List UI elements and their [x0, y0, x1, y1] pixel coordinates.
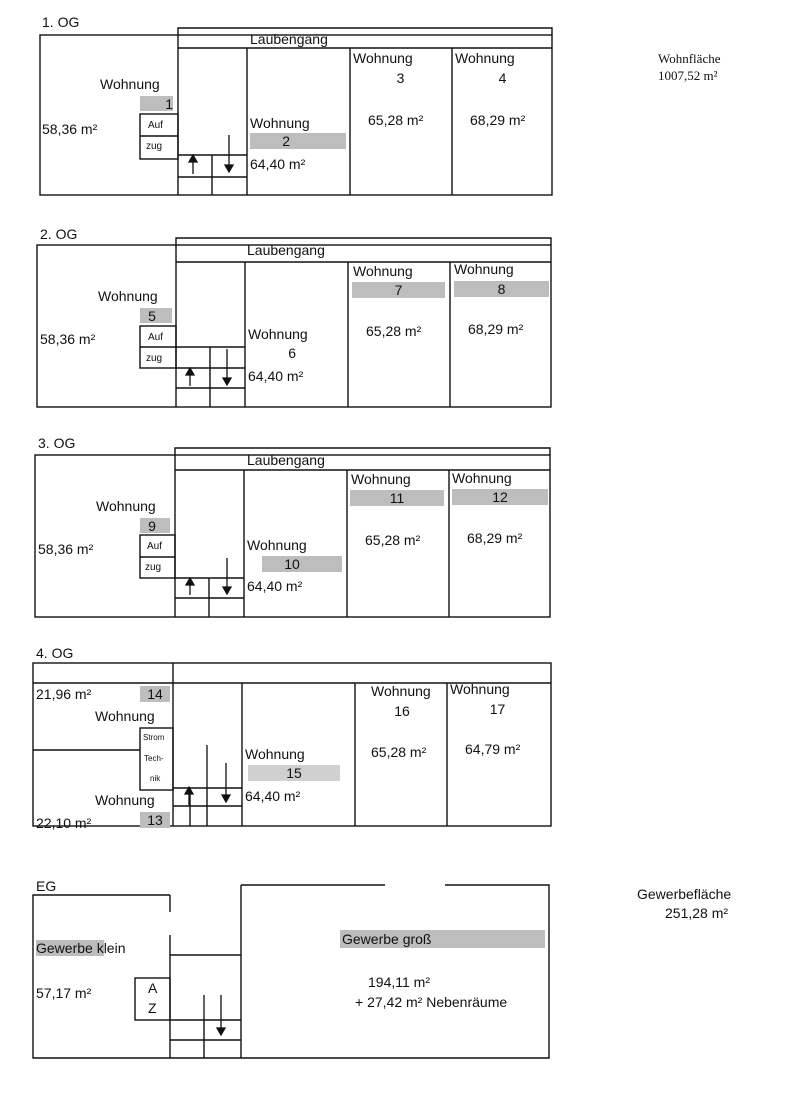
unit-label: Wohnung: [351, 471, 411, 487]
unit-label: Wohnung: [247, 537, 307, 553]
unit-area: 64,40 m²: [250, 156, 306, 172]
unit-area: 22,10 m²: [36, 815, 92, 831]
wohnflaeche-label: Wohnfläche: [658, 51, 721, 66]
lift-label-top: A: [148, 980, 158, 996]
unit-label: Gewerbe groß: [342, 931, 432, 947]
unit-area: 57,17 m²: [36, 985, 92, 1001]
floor-title: 1. OG: [42, 14, 80, 30]
unit-label: Wohnung: [454, 261, 514, 277]
unit-number: 10: [284, 556, 300, 572]
corridor-label: Laubengang: [247, 452, 325, 468]
lift-label-bottom: zug: [146, 141, 163, 152]
lift-label-bottom: zug: [145, 562, 162, 573]
eg-walls: [33, 885, 549, 1058]
unit-label: Wohnung: [371, 683, 431, 699]
unit-number: 9: [148, 518, 156, 534]
unit-label: Wohnung: [245, 746, 305, 762]
unit-number: 3: [396, 70, 405, 86]
unit-label: Wohnung: [353, 263, 413, 279]
unit-number: 1: [165, 96, 173, 112]
unit-number: 4: [498, 70, 507, 86]
eg-stair-arrows: [204, 995, 225, 1035]
unit-area: 64,40 m²: [247, 578, 303, 594]
gewerbeflaeche-value: 251,28 m²: [665, 905, 729, 921]
unit-label: Wohnung: [250, 115, 310, 131]
floor-title: 4. OG: [36, 645, 74, 661]
unit-area-extra: + 27,42 m² Nebenräume: [355, 994, 508, 1010]
unit-number: 15: [286, 765, 302, 781]
floor-title: 2. OG: [40, 226, 78, 242]
unit-label: Wohnung: [455, 50, 515, 66]
gewerbeflaeche-label: Gewerbefläche: [637, 886, 732, 902]
unit-label: Wohnung: [248, 326, 308, 342]
unit-number: 2: [282, 133, 290, 149]
unit-area: 58,36 m²: [42, 121, 98, 137]
unit-number: 12: [492, 489, 508, 505]
unit-area: 68,29 m²: [468, 321, 524, 337]
unit-label: Wohnung: [98, 288, 158, 304]
floor-title: 3. OG: [38, 435, 76, 451]
unit-area: 21,96 m²: [36, 686, 92, 702]
unit-area: 58,36 m²: [38, 541, 94, 557]
tech-label-1: Strom: [143, 733, 165, 742]
unit-number: 5: [148, 308, 156, 324]
corridor-label: Laubengang: [250, 31, 328, 47]
unit-area: 64,40 m²: [245, 788, 301, 804]
lift-label-top: Auf: [148, 120, 164, 131]
lift-label-top: Auf: [148, 332, 164, 343]
lift-label-top: Auf: [147, 541, 163, 552]
unit-label: Wohnung: [100, 76, 160, 92]
unit-area: 68,29 m²: [467, 530, 523, 546]
unit-number: 7: [394, 282, 403, 298]
unit-label: Wohnung: [96, 498, 156, 514]
unit-area: 64,79 m²: [465, 741, 521, 757]
unit-label: Gewerbe klein: [36, 940, 126, 956]
unit-label: Wohnung: [95, 708, 155, 724]
unit-number: 11: [389, 490, 405, 506]
unit-number: 6: [288, 345, 296, 361]
unit-label: Wohnung: [353, 50, 413, 66]
floor-title: EG: [36, 878, 57, 894]
unit-number: 13: [147, 812, 163, 828]
unit-number: 8: [497, 281, 506, 297]
unit-area: 68,29 m²: [470, 112, 526, 128]
unit-area: 64,40 m²: [248, 368, 304, 384]
unit-area: 65,28 m²: [365, 532, 421, 548]
unit-number: 16: [394, 703, 410, 719]
lift-label-bottom: zug: [146, 353, 163, 364]
unit-area: 58,36 m²: [40, 331, 96, 347]
unit-area: 65,28 m²: [371, 744, 427, 760]
unit-area: 65,28 m²: [368, 112, 424, 128]
unit-label: Wohnung: [450, 681, 510, 697]
unit-number: 14: [147, 686, 163, 702]
unit-label: Wohnung: [452, 470, 512, 486]
tech-label-2: Tech-: [144, 754, 164, 763]
unit-number: 17: [489, 701, 506, 717]
wohnflaeche-value: 1007,52 m²: [658, 68, 718, 83]
lift-label-bottom: Z: [148, 1000, 157, 1016]
unit-label: Wohnung: [95, 792, 155, 808]
unit-area: 65,28 m²: [366, 323, 422, 339]
corridor-label: Laubengang: [247, 242, 325, 258]
unit-area: 194,11 m²: [368, 974, 430, 990]
tech-label-3: nik: [150, 774, 161, 783]
